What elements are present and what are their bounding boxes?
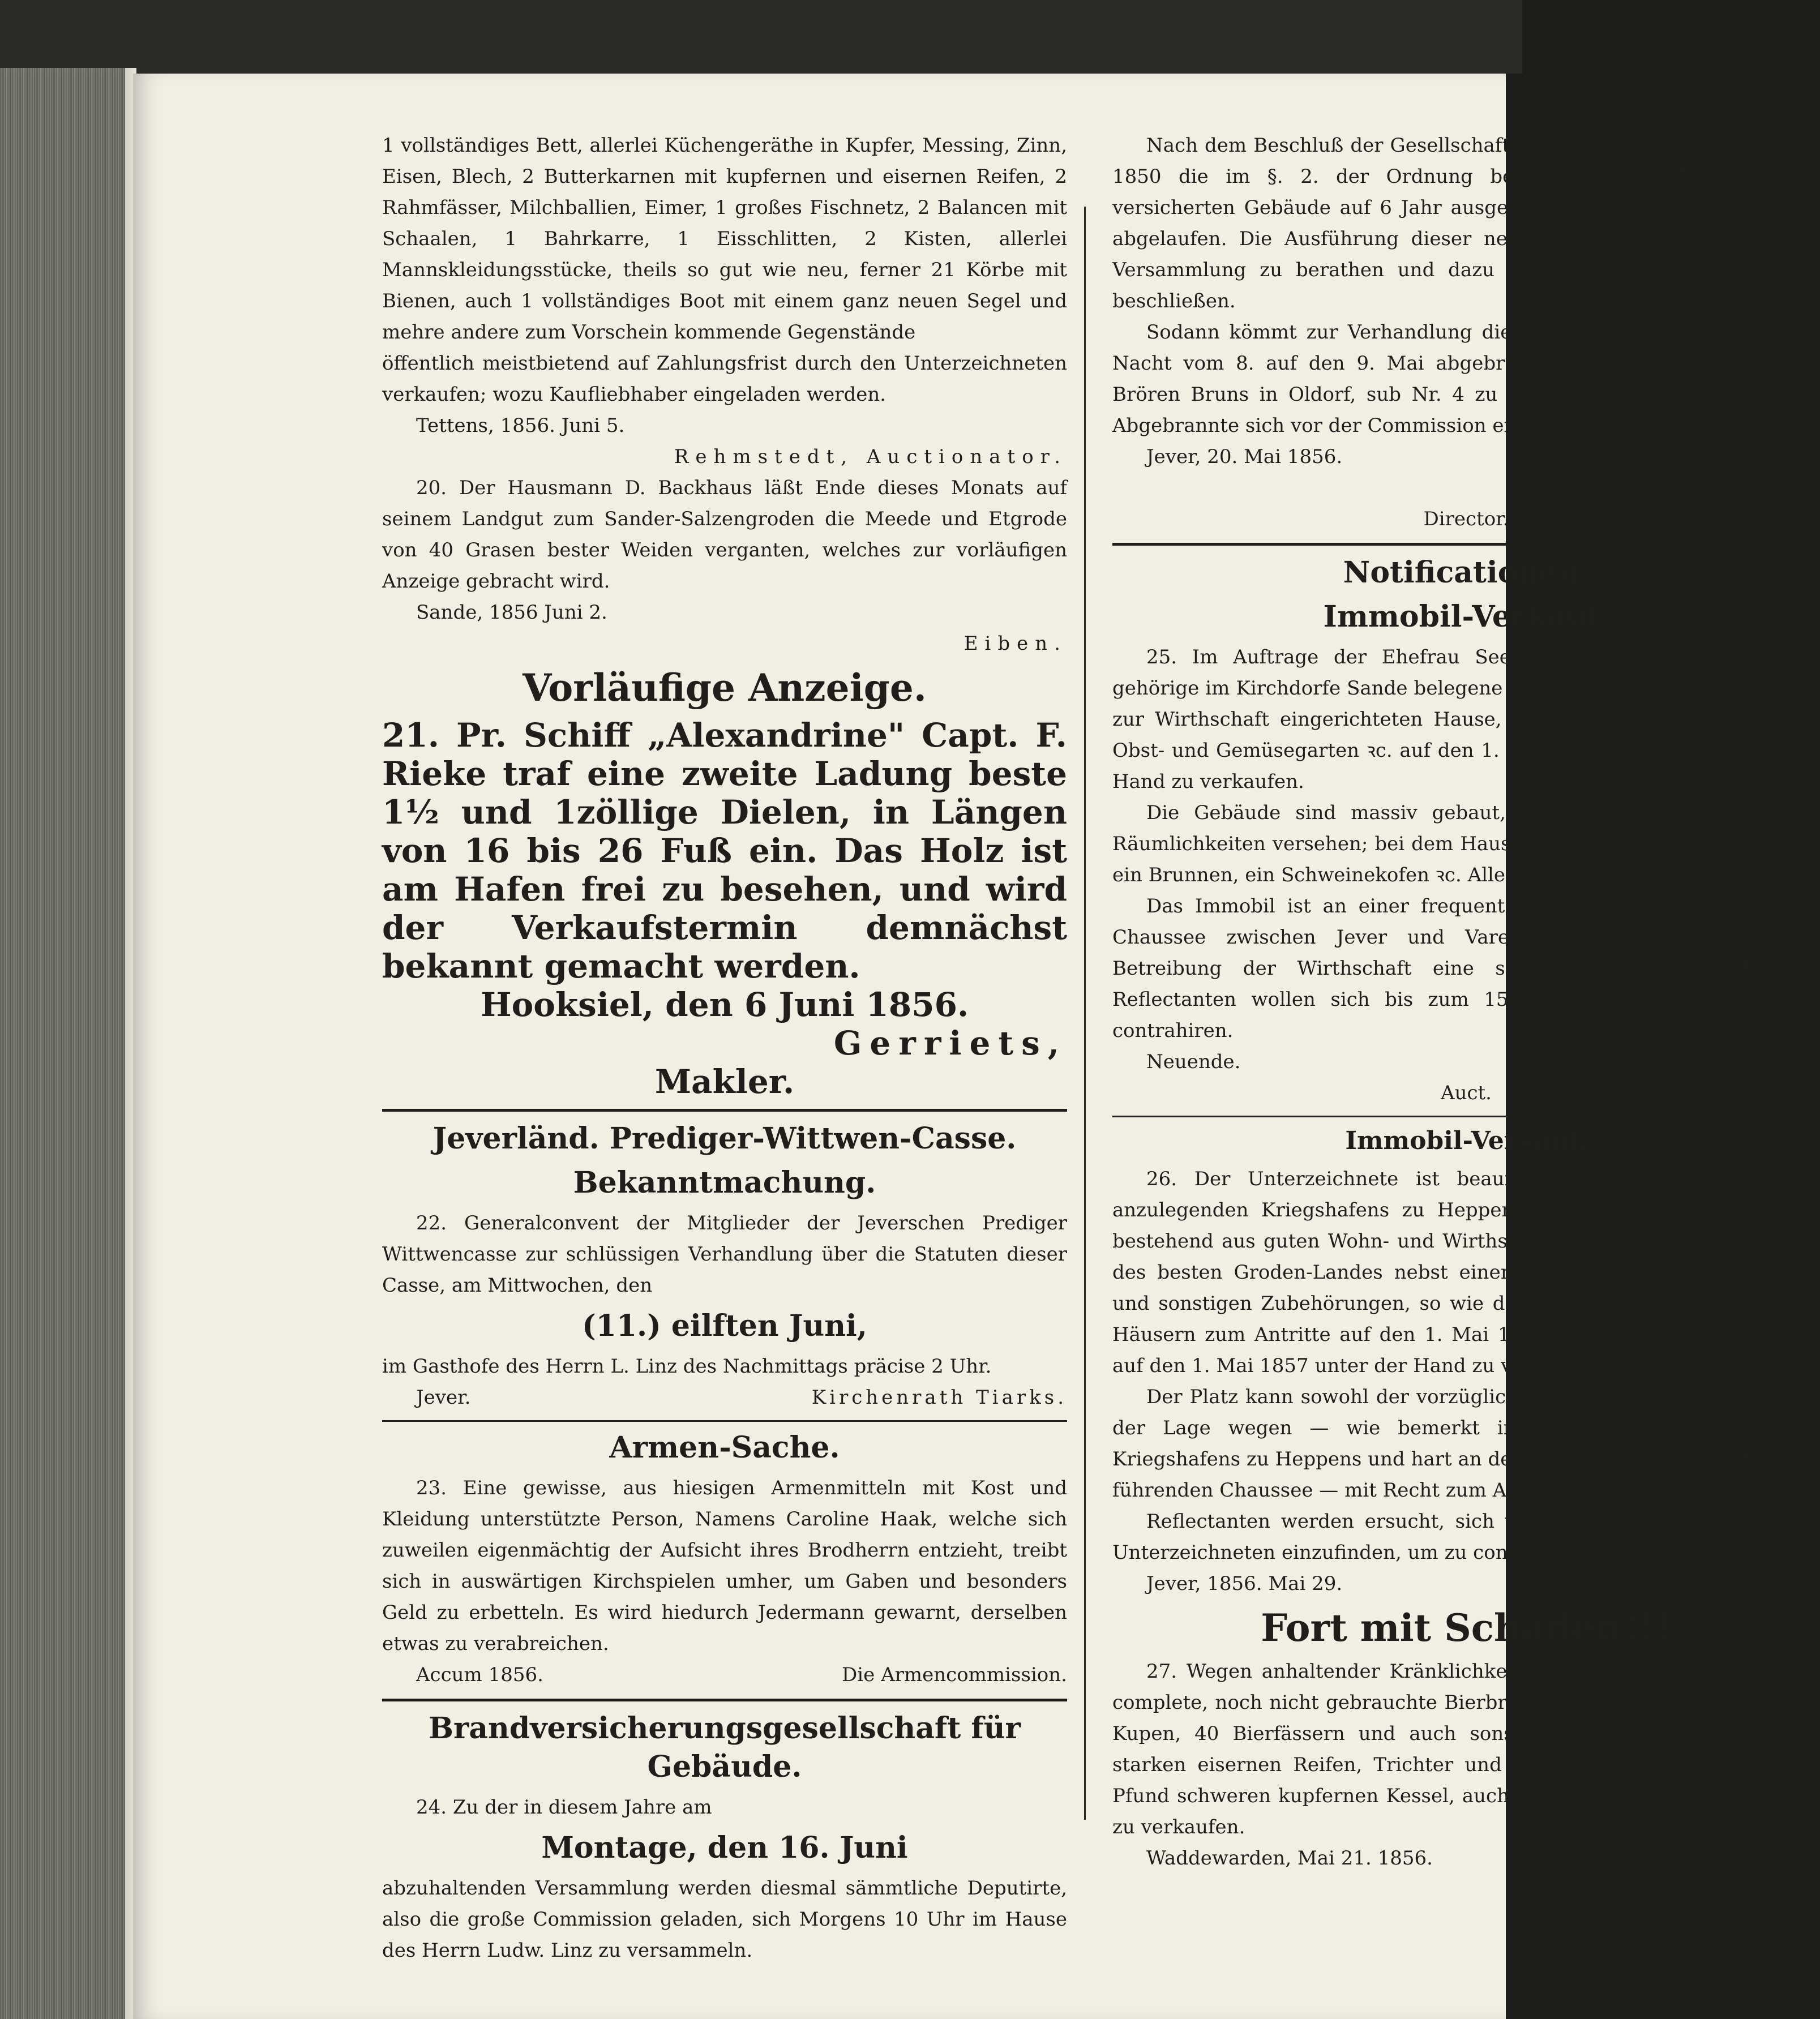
signature-title: Director. xyxy=(1423,508,1509,530)
signature: Die Armencommission. xyxy=(842,1664,1067,1686)
text-paragraph: Die Gebäude sind massiv gebaut, fast neu und mit gehörigen Räumlichkeiten versehen; bei dem Hause befindet sich eine Kegelbahn, ein Brunnen, ein Schweinekofen ꝛc. Alles in einem sehr guten Stande. xyxy=(1112,801,1820,886)
signature: v. Cölln. xyxy=(1691,1572,1820,1595)
signature: Eiben. xyxy=(963,632,1067,655)
notice-20: 20. Der Hausmann D. Backhaus läßt Ende dieses Monats auf seinem Landgut zum Sander-Salzengroden die Meede und Etgrode von 40 Grasen bester Weiden verganten, welches zur vorläufigen Anzeige gebracht wird. xyxy=(382,477,1067,593)
signature: Hollmann, xyxy=(1658,477,1820,499)
section-divider xyxy=(1112,1116,1820,1117)
heading-immobil-verkauf: Immobil-Verkauf. xyxy=(1323,599,1609,634)
dateline: Tettens, 1856. Juni 5. xyxy=(416,414,625,437)
signature: Kirchenrath Tiarks. xyxy=(811,1386,1067,1409)
notice-27: 27. Wegen anhaltender Kränklichkeit beabsichtige ich meine neue complete, noch nicht gebrauchte Bierbrauerei, bestehend aus 2 großen Kupen, 40 Bierfässern und auch sonstigen Fässern, sämmtlich mit starken eisernen Reifen, Trichter und Baljen, sowie einen nahe 265 Pfund schweren kupfernen Kessel, auch ca. 1 Last schönen Malz, billig zu verkaufen. xyxy=(1112,1660,1820,1838)
book-page-edges xyxy=(0,68,133,2019)
dateline: Sande, 1856 Juni 2. xyxy=(416,601,607,624)
signoff-row xyxy=(1112,1047,1820,1078)
signature-title: Auct. xyxy=(1441,1082,1492,1104)
date-highlight: (11.) eilften Juni, xyxy=(582,1309,867,1343)
notice-23: 23. Eine gewisse, aus hiesigen Armenmitteln mit Kost und Kleidung unterstützte Person, Namens Caroline Haak, welche sich zuweilen eigenmächtig der Aufsicht ihres Brodherrn entzieht, treibt sich in auswärtigen Kirchspielen umher, um Gaben und besonders Geld zu erbetteln. Es wird hiedurch Jedermann gewarnt, derselben etwas zu verabreichen. xyxy=(382,1477,1067,1655)
signoff-row xyxy=(382,597,1067,628)
notice-21: 21. Pr. Schiff „Alexandrine" Capt. F. Rieke traf eine zweite Ladung beste 1½ und 1zöllige Dielen, in Längen von 16 bis 26 Fuß ein. Das Holz ist am Hafen frei zu besehen, und wird der Verkaufstermin demnächst bekannt gemacht werden. xyxy=(382,716,1067,985)
text-paragraph: im Gasthofe des Herrn L. Linz des Nachmittags präcise 2 Uhr. xyxy=(382,1355,992,1378)
heading-notificationen: Notificationen. xyxy=(1343,555,1590,590)
heading-armen-sache: Armen-Sache. xyxy=(609,1430,840,1465)
text-paragraph: abzuhaltenden Versammlung werden diesmal sämmtliche Deputirte, also die große Commission geladen, sich Morgens 10 Uhr im Hause des Herrn Ludw. Linz zu versammeln. xyxy=(382,1877,1067,1962)
newspaper-page xyxy=(133,74,1820,2019)
heading-prediger-wittwen-casse: Jeverländ. Prediger-Wittwen-Casse. xyxy=(432,1121,1017,1156)
text-paragraph: 1 vollständiges Bett, allerlei Küchengeräthe in Kupfer, Messing, Zinn, Eisen, Blech, 2 Butterkarnen mit kupfernen und eisernen Reifen, 2 Rahmfässer, Milchballien, Eimer, 1 großes Fischnetz, 2 Balancen mit Schaalen, 1 Bahrkarre, 1 Eisschlitten, 2 Kisten, allerlei Mannskleidungsstücke, theils so gut wie neu, ferner 21 Körbe mit Bienen, auch 1 vollständiges Boot mit einem ganz neuen Segel und mehre andere zum Vorschein kommende Gegenstände xyxy=(382,134,1067,344)
notice-25: 25. Im Auftrage der Ehefrau Seetzen habe ich das derselben gehörige im Kirchdorfe Sande belegene Immobile, bestehend aus einem zur Wirthschaft eingerichteten Hause, einem geräumigen Stall nebst Obst- und Gemüsegarten ꝛc. auf den 1. Mai 1857 anzutreten, unter der Hand zu verkaufen. xyxy=(1112,646,1820,793)
text-paragraph: öffentlich meistbietend auf Zahlungsfrist durch den Unterzeichneten verkaufen; wozu Kaufliebhaber eingeladen werden. xyxy=(382,352,1067,406)
section-divider xyxy=(382,1420,1067,1422)
notice-24: 24. Zu der in diesem Jahre am xyxy=(416,1796,712,1819)
dateline: Waddewarden, Mai 21. 1856. xyxy=(1146,1847,1433,1870)
text-paragraph: Das Immobil ist an einer frequenten Straße, unmittelbar an der Chaussee zwischen Jever und Varel belegen, hat deshalb zur Betreibung der Wirthschaft eine sehr günstige Lage. Etwaige Reflectanten wollen sich bis zum 15. Juni bei mir einfinden und contrahiren. xyxy=(1112,895,1820,1042)
dark-background xyxy=(0,0,1522,74)
notice-22: 22. Generalconvent der Mitglieder der Jeverschen Prediger Wittwencasse zur schlüssigen Verhandlung über die Statuten dieser Casse, am Mittwochen, den xyxy=(382,1212,1067,1297)
text-paragraph: Der Platz kann sowohl der vorzüglichen Bonität der Ländereien, als der Lage wegen — wie bemerkt in der Nähe des projectirten Kriegshafens zu Heppens und hart an der nach Mariensiel und Heppens führenden Chaussee — mit Recht zum Ankaufe empfohlen werden. xyxy=(1112,1386,1820,1502)
dateline: Jever, 1856. Mai 29. xyxy=(1146,1572,1343,1595)
date-highlight: Montage, den 16. Juni xyxy=(541,1831,908,1865)
signature: Rehmstedt, Auctionator. xyxy=(674,445,1067,468)
place: Jever. xyxy=(416,1386,471,1409)
signature: C. L. Heintzen. xyxy=(1572,1878,1820,1901)
left-column xyxy=(382,130,1067,1966)
signature: Makler. xyxy=(654,1062,795,1101)
section-divider xyxy=(382,1699,1067,1701)
dateline: Jever, 20. Mai 1856. xyxy=(1146,445,1343,468)
heading-brandversicherung: Brandversicherungsgesellschaft für Gebäude. xyxy=(429,1711,1021,1784)
signoff-row xyxy=(1112,1568,1820,1600)
signature: Gerriets, xyxy=(833,1024,1067,1062)
section-divider xyxy=(382,1109,1067,1112)
place: Accum 1856. xyxy=(416,1664,543,1686)
dateline: Hooksiel, den 6 Juni 1856. xyxy=(480,985,969,1024)
place: Neuende. xyxy=(1146,1051,1241,1073)
text-paragraph: Nach dem Beschluß der Gesellschaft ist laut Protocolls vom 15. Juni 1850 die im §. 2. der Ordnung bestimmte neue Taxation aller versicherten Gebäude auf 6 Jahr ausgesetzt, und diese Frist nunmehr abgelaufen. Die Ausführung dieser neuen Taxation ist daher in der Versammlung zu berathen und dazu die nöthigen Anordnungen zu beschließen. xyxy=(1112,134,1820,312)
text-paragraph: Sodann kömmt zur Verhandlung die Entschädigung für das in der Nacht vom 8. auf den 9. Mai abgebrannte Haus des Schusters Joh Brören Bruns in Oldorf, sub Nr. 4 zu 140 Thlr. versichert, wozu der Abgebrannte sich vor der Commission einzufinden hat. xyxy=(1112,321,1820,437)
signoff-row xyxy=(382,1382,1067,1413)
heading-bekanntmachung: Bekanntmachung. xyxy=(573,1165,876,1200)
text-paragraph: Reflectanten werden ersucht, sich vor Johanni (24. Juni) bei dem Unterzeichneten einzufinden, um zu contrahiren. xyxy=(1112,1510,1820,1564)
signature: Janssen, xyxy=(1693,1051,1820,1073)
heading-vorlaeufige-anzeige: Vorläufige Anzeige. xyxy=(523,666,927,710)
right-column xyxy=(1112,130,1820,1905)
column-rule xyxy=(1084,207,1086,1820)
section-divider xyxy=(1112,543,1820,546)
signoff-row xyxy=(382,1660,1067,1691)
notice-26: 26. Der Unterzeichnete ist beauftragt, ein in der Nähe des anzulegenden Kriegshafens zu Heppens belegenes Landgut (Polder) bestehend aus guten Wohn- und Wirthschafts-Gebäuden, c 120 Grasen des besten Groden-Landes nebst einer Binnenberme, Gartengründen und sonstigen Zubehörungen, so wie den dazu gehörigen vier Kötern-Häusern zum Antritte auf den 1. Mai 1858 oder vielleicht auch schon auf den 1. Mai 1857 unter der Hand zu verkaufen. xyxy=(1112,1168,1820,1377)
heading-immobil-verkauf: Immobil-Verkauf. xyxy=(1345,1126,1587,1155)
heading-fort-mit-schaden: Fort mit Schaden!!! xyxy=(1261,1606,1672,1650)
